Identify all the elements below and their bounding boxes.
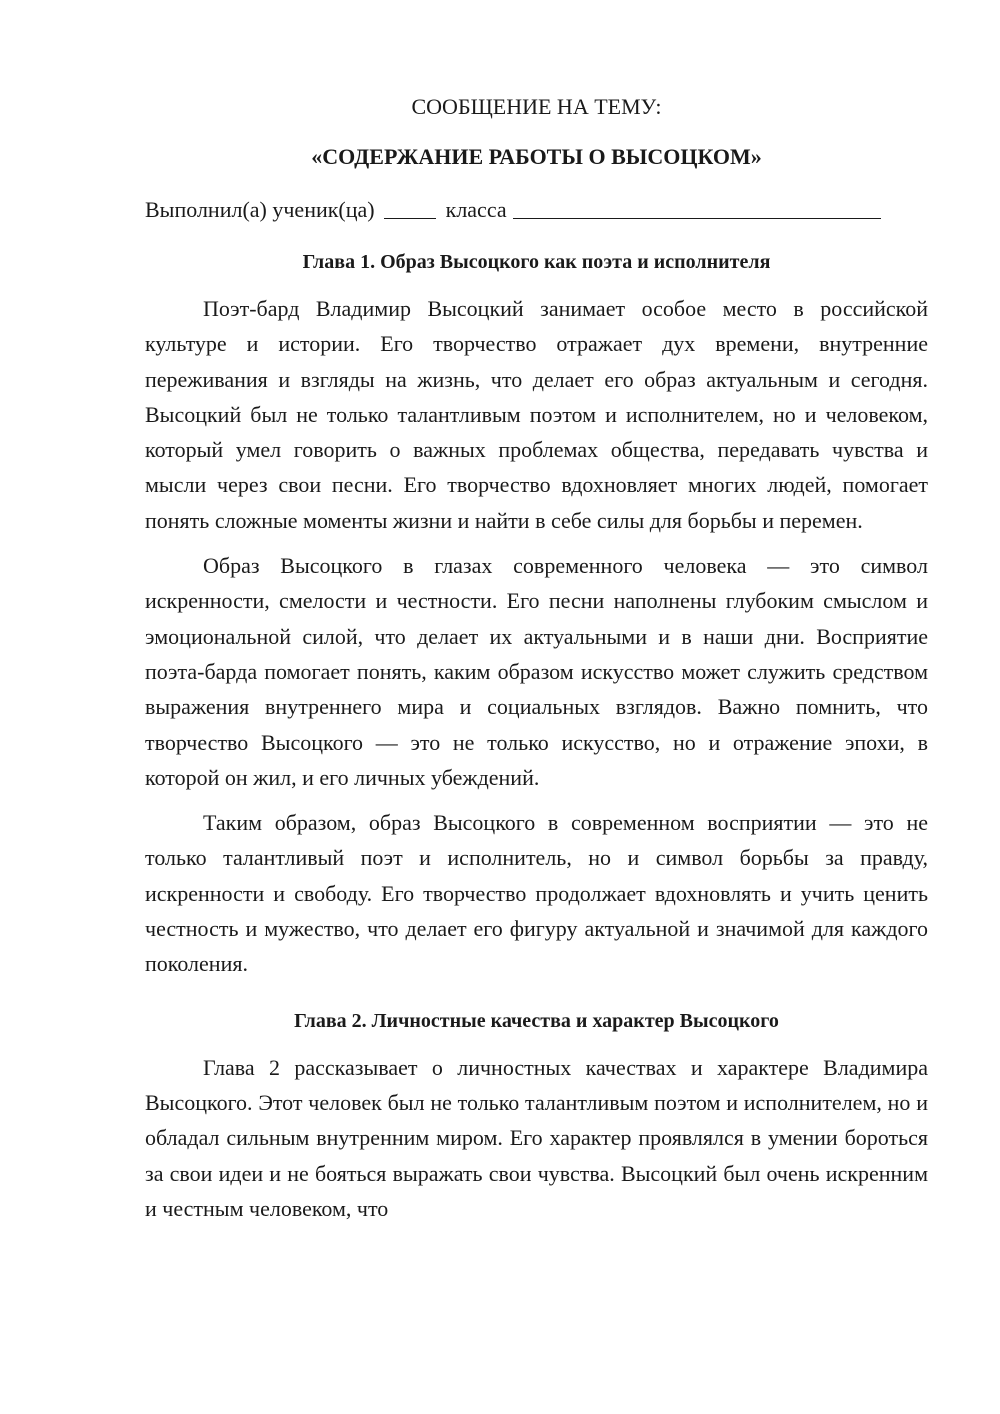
chapter-2-paragraph-1: Глава 2 рассказывает о личностных качествах и характере Владимира Высоцкого. Этот человек был не только талантливым поэтом и исполнителем, но и обладал сильным внутренним миром. Его характер проявлялся в умении бороться за свои идеи и не бояться выражать свои чувства. Высоцкий был очень искренним и честным человеком, что xyxy=(145,1054,928,1221)
chapter-1-paragraph-2: Образ Высоцкого в глазах современного человека — это символ искренности, смелости и честности. Его песни наполнены глубоким смыслом и эмоциональной силой, что делает их актуальными и в наши дни. Восприятие поэта-барда помогает понять, каким образом искусство может служить средством выражения внутреннего мира и социальных взглядов. Важно помнить, что творчество Высоцкого — это не только искусство, но и отражение эпохи, в которой он жил, и его личных убеждений. xyxy=(145,553,928,790)
signature-line xyxy=(145,194,928,225)
document-page xyxy=(145,92,928,1236)
class-blank xyxy=(384,196,436,219)
chapter-2-title: Глава 2. Личностные качества и характер Высоцкого xyxy=(294,1009,779,1032)
name-blank xyxy=(513,196,881,219)
chapter-1-paragraph-3: Таким образом, образ Высоцкого в современном восприятии — это не только талантливый поэт и исполнитель, но и символ борьбы за правду, искренности и свободу. Его творчество продолжает вдохновлять и учить ценить честность и мужество, что делает его фигуру актуальной и значимой для каждого поколения. xyxy=(145,810,928,977)
signature-prefix: Выполнил(а) ученик(ца) xyxy=(145,197,375,222)
chapter-1-paragraph-1: Поэт-бард Владимир Высоцкий занимает особое место в российской культуре и истории. Его творчество отражает дух времени, внутренние переживания и взгляды на жизнь, что делает его образ актуальным и сегодня. Высоцкий был не только талантливым поэтом и исполнителем, но и человеком, который умел говорить о важных проблемах общества, передавать чувства и мысли через свои песни. Его творчество вдохновляет многих людей, помогает понять сложные моменты жизни и найти в себе силы для борьбы и перемен. xyxy=(145,296,928,533)
signature-middle: класса xyxy=(445,197,507,222)
document-heading-topic: СООБЩЕНИЕ НА ТЕМУ: xyxy=(411,94,662,119)
chapter-1-title: Глава 1. Образ Высоцкого как поэта и исполнителя xyxy=(302,251,771,273)
document-title: «СОДЕРЖАНИЕ РАБОТЫ О ВЫСОЦКОМ» xyxy=(311,144,762,169)
